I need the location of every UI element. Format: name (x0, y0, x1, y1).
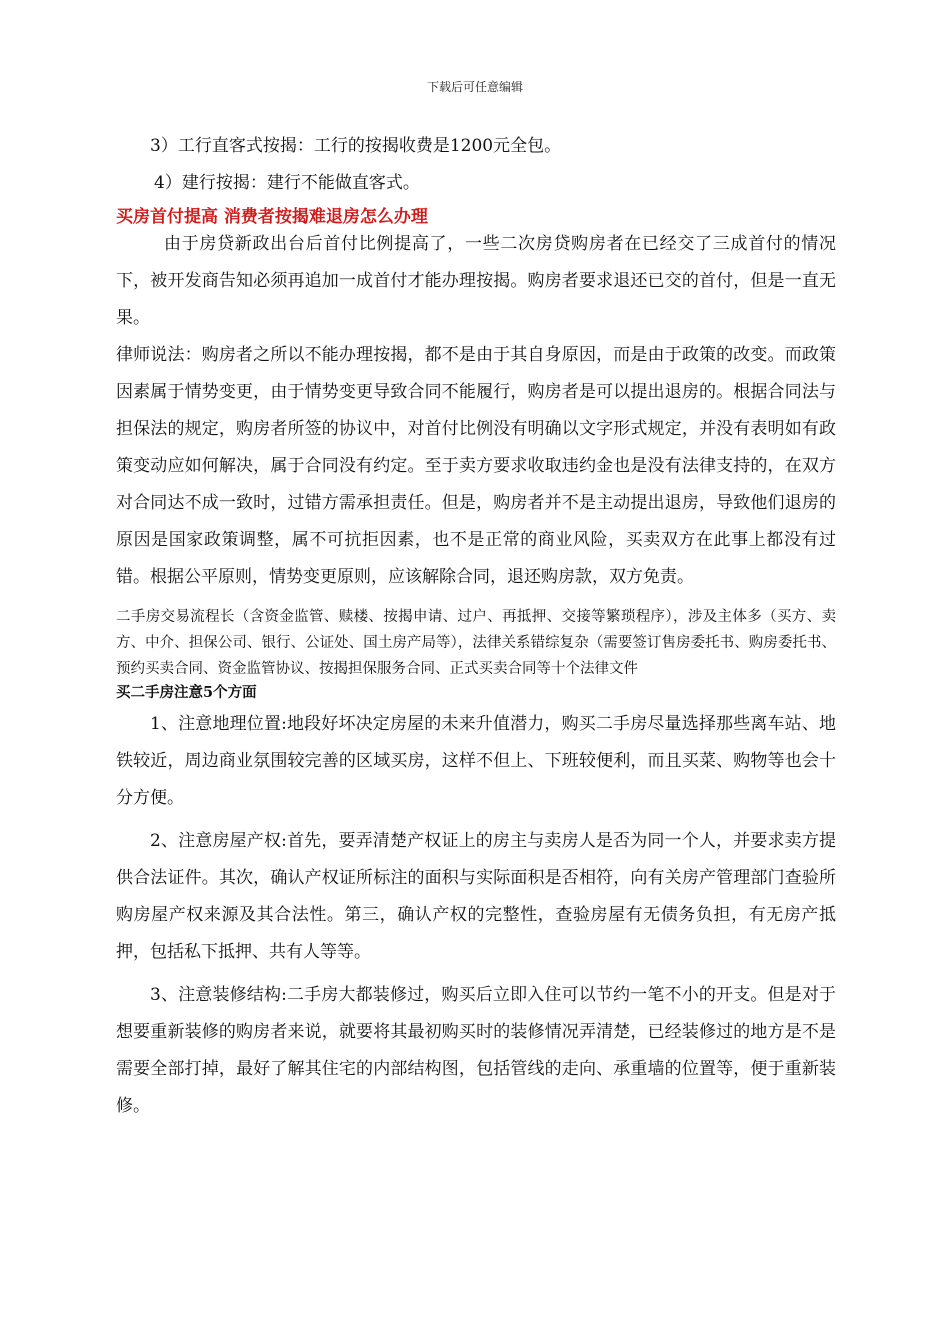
point-property-rights: 2、注意房屋产权:首先，要弄清楚产权证上的房主与卖房人是否为同一个人，并要求卖方提供合法证件。其次，确认产权证所标注的面积与实际面积是否相符，向有关房产管理部门查验所购房屋产权来源及其合法性。第三，确认产权的完整性，查验房屋有无债务负担，有无房产抵押，包括私下抵押、共有人等等。 (116, 831, 836, 962)
section-title-refund: 买房首付提高 消费者按揭难退房怎么办理 (116, 207, 428, 227)
point-decoration: 3、注意装修结构:二手房大都装修过，购买后立即入住可以节约一笔不小的开支。但是对于想要重新装修的购房者来说，就要将其最初购买时的装修情况弄清楚，已经装修过的地方是不是需要全部打掉，最好了解其住宅的内部结构图，包括管线的走向、承重墙的位置等，便于重新装修。 (116, 985, 836, 1116)
list-item-4: 4）建行按揭：建行不能做直客式。 (154, 173, 420, 193)
page-header: 下载后可任意编辑 (426, 80, 523, 94)
paragraph-refund-background: 由于房贷新政出台后首付比例提高了，一些二次房贷购房者在已经交了三成首付的情况下，被开发商告知必须再追加一成首付才能办理按揭。购房者要求退还已交的首付，但是一直无果。 (116, 234, 836, 328)
point-location: 1、注意地理位置:地段好坏决定房屋的未来升值潜力，购买二手房尽量选择那些离车站、地铁较近，周边商业氛围较完善的区域买房，这样不但上、下班较便利，而且买菜、购物等也会十分方便。 (116, 714, 836, 808)
document-body (116, 128, 836, 1125)
paragraph-lawyer-opinion: 律师说法：购房者之所以不能办理按揭，都不是由于其自身原因，而是由于政策的改变。而政策因素属于情势变更，由于情势变更导致合同不能履行，购房者是可以提出退房的。根据合同法与担保法的规定，购房者所签的协议中，对首付比例没有明确以文字形式规定，并没有表明如有政策变动应如何解决，属于合同没有约定。至于卖方要求收取违约金也是没有法律支持的，在双方对合同达不成一致时，过错方需承担责任。但是，购房者并不是主动提出退房，导致他们退房的原因是国家政策调整，属不可抗拒因素，也不是正常的商业风险，买卖双方在此事上都没有过错。根据公平原则，情势变更原则，应该解除合同，退还购房款，双方免责。 (116, 345, 836, 587)
paragraph-transaction-process: 二手房交易流程长（含资金监管、赎楼、按揭申请、过户、再抵押、交接等繁琐程序），涉及主体多（买方、卖方、中介、担保公司、银行、公证处、国土房产局等），法律关系错综复杂（需要签订售房委托书、购房委托书、预约买卖合同、资金监管协议、按揭担保服务合同、正式买卖合同等十个法律文件 (116, 609, 836, 677)
list-item-3: 3）工行直客式按揭：工行的按揭收费是1200元全包。 (150, 136, 562, 156)
section-title-five-aspects: 买二手房注意5个方面 (116, 684, 257, 701)
